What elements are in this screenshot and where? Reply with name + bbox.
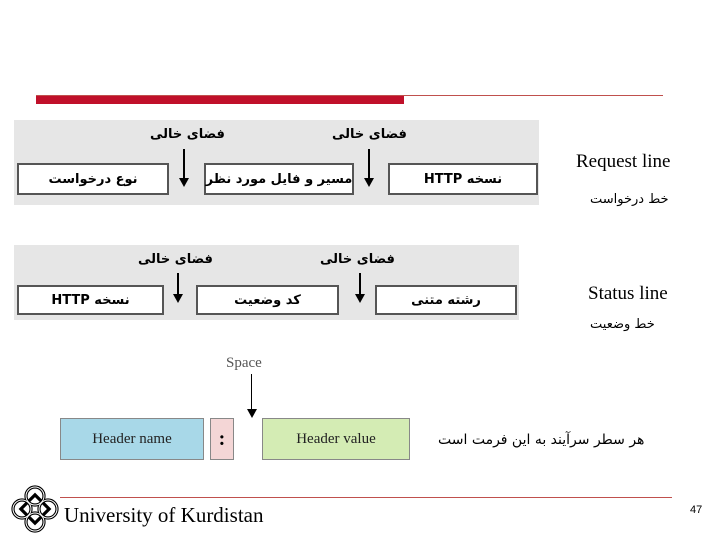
status-code-box: کد وضعیت <box>196 285 339 315</box>
status-space-left-label: فضای خالی <box>138 252 213 267</box>
header-colon-box: : <box>210 418 234 460</box>
request-line-title: Request line <box>576 151 671 172</box>
status-arrow-right <box>355 273 365 303</box>
top-rule-thick <box>36 96 404 104</box>
request-path-box: مسیر و فایل مورد نظر <box>204 163 354 195</box>
status-line-title-fa: خط وضعیت <box>590 317 655 332</box>
university-logo-icon <box>8 482 62 536</box>
status-space-right-label: فضای خالی <box>320 252 395 267</box>
request-arrow-right <box>364 149 374 187</box>
request-version-box: نسخه HTTP <box>388 163 538 195</box>
header-space-arrow <box>247 374 257 418</box>
header-space-label: Space <box>226 355 262 371</box>
request-type-box: نوع درخواست <box>17 163 169 195</box>
request-line-title-fa: خط درخواست <box>590 192 669 207</box>
request-space-right-label: فضای خالی <box>332 127 407 142</box>
university-name: University of Kurdistan <box>64 503 264 527</box>
header-value-box: Header value <box>262 418 410 460</box>
page-number: 47 <box>690 504 703 516</box>
status-line-title: Status line <box>588 283 668 304</box>
footer-rule <box>60 497 672 498</box>
status-phrase-box: رشته متنی <box>375 285 517 315</box>
status-arrow-left <box>173 273 183 303</box>
request-arrow-left <box>179 149 189 187</box>
header-name-box: Header name <box>60 418 204 460</box>
request-space-left-label: فضای خالی <box>150 127 225 142</box>
header-caption-fa: هر سطر سرآیند به این فرمت است <box>438 432 645 448</box>
status-version-box: نسخه HTTP <box>17 285 164 315</box>
